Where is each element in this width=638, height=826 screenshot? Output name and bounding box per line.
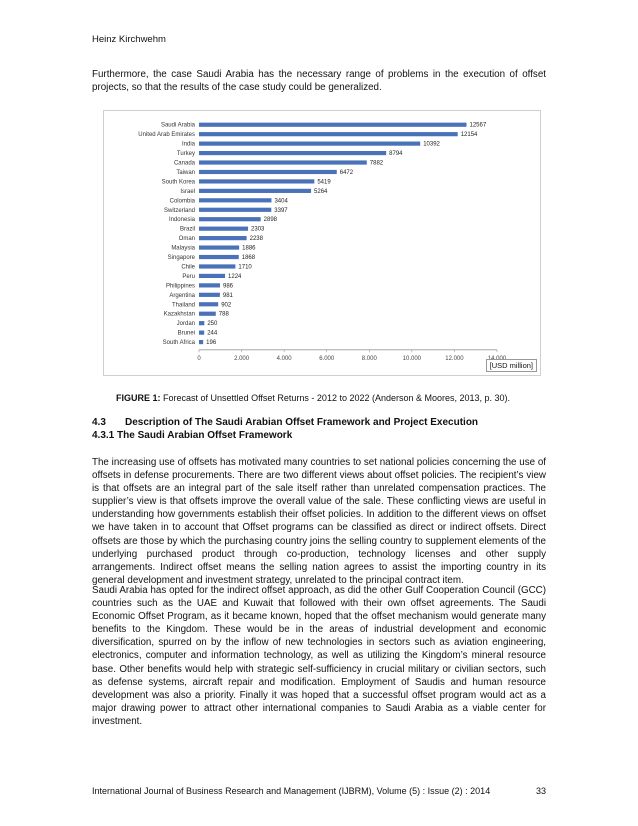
- bar: [199, 170, 337, 174]
- bar-value-label: 196: [206, 340, 217, 347]
- category-label: Brazil: [179, 226, 195, 233]
- offset-returns-chart: [103, 110, 541, 376]
- bar-value-label: 5264: [314, 188, 328, 195]
- bar: [199, 217, 261, 221]
- category-label: Colombia: [169, 198, 195, 205]
- x-tick-label: 2.000: [234, 355, 250, 362]
- category-label: Saudi Arabia: [160, 122, 195, 129]
- page-number: 33: [535, 786, 546, 796]
- page-footer: [92, 786, 546, 796]
- category-label: Turkey: [176, 151, 195, 158]
- subsection-title: The Saudi Arabian Offset Framework: [117, 430, 293, 441]
- category-label: Taiwan: [176, 169, 195, 176]
- bar: [199, 331, 204, 335]
- bar-value-label: 7882: [369, 160, 384, 167]
- bar-value-label: 902: [221, 302, 232, 309]
- bar-value-label: 1886: [242, 245, 256, 252]
- x-tick-label: 12.000: [445, 355, 464, 362]
- bar: [199, 321, 204, 325]
- category-label: Peru: [182, 273, 195, 280]
- bar-value-label: 788: [218, 311, 229, 318]
- bar: [199, 293, 220, 297]
- x-tick-label: 0: [197, 355, 201, 362]
- bar: [199, 142, 420, 146]
- category-label: United Arab Emirates: [138, 132, 195, 139]
- figure-caption-text: Forecast of Unsettled Offset Returns - 2012 to 2022 (Anderson & Moores, 2013, p. 30).: [163, 393, 511, 403]
- bar-value-label: 2238: [249, 236, 263, 243]
- category-label: Thailand: [171, 302, 195, 309]
- category-label: Israel: [180, 188, 195, 195]
- section-title: Description of The Saudi Arabian Offset Framework and Project Execution: [125, 417, 479, 428]
- bar: [199, 274, 225, 278]
- bar: [199, 189, 311, 193]
- chart-canvas: [104, 111, 540, 375]
- bar: [199, 236, 247, 240]
- bar-value-label: 244: [207, 330, 218, 337]
- subsection-heading: [92, 430, 292, 441]
- bar-value-label: 1224: [228, 273, 242, 280]
- section-number: 4.3: [92, 417, 106, 428]
- figure-caption: [116, 393, 510, 403]
- bar-value-label: 12154: [460, 132, 478, 139]
- bar: [199, 312, 216, 316]
- bar-value-label: 3404: [274, 198, 288, 205]
- bar: [199, 340, 203, 344]
- bar: [199, 302, 218, 306]
- bar-value-label: 10392: [423, 141, 440, 148]
- chart-unit-label: [USD million]: [486, 359, 537, 372]
- bar: [199, 198, 271, 202]
- bar: [199, 245, 239, 249]
- category-label: Switzerland: [163, 207, 195, 214]
- bar: [199, 132, 458, 136]
- footer-journal: International Journal of Business Research and Management (IJBRM), Volume (5) : Issue (2) : 2014: [92, 786, 491, 796]
- body-paragraph-1: The increasing use of offsets has motivated many countries to set national policies concerning the use of offsets in defense procurements. There are two different views about offset policies. The recipient’s view is that offsets are an integral part of the sale itself rather than unrelated compensation practices. The supplier’s view is that offsets improve the overall value of the sale. These conflicting views are useful in understanding how governments establish their offset policies. In addition to the different views on offset we have taken in to account that Offset programs can be classified as direct or indirect offsets. Direct offsets are those by which the purchasing country joins the selling country to supplement elements of the underlying purchased product through co-production, technology licenses and other supply arrangements. Indirect offset means the selling nation agrees to assist the importing country in its general development and investment strategy, unrelated to the principal contract item.: [92, 457, 546, 586]
- category-label: Argentina: [169, 292, 195, 299]
- bar-value-label: 8794: [389, 151, 403, 158]
- figure-label: FIGURE 1:: [116, 393, 161, 403]
- bar: [199, 255, 239, 259]
- bar-value-label: 1710: [238, 264, 252, 271]
- bar-value-label: 986: [222, 283, 234, 290]
- bar: [199, 123, 466, 127]
- category-label: Malaysia: [171, 245, 195, 252]
- category-label: South Africa: [162, 340, 195, 347]
- section-heading: [92, 417, 478, 428]
- bar-value-label: 2303: [251, 226, 265, 233]
- category-label: Kazakhstan: [163, 311, 195, 318]
- bar: [199, 160, 367, 164]
- intro-paragraph: Furthermore, the case Saudi Arabia has the necessary range of problems in the execution of offset projects, so that the results of the case study could be generalized.: [92, 69, 546, 94]
- x-tick-label: 6.000: [319, 355, 335, 362]
- bar-value-label: 1868: [241, 255, 256, 262]
- bar-value-label: 2898: [263, 217, 278, 224]
- category-label: South Korea: [161, 179, 195, 186]
- bar: [199, 283, 220, 287]
- running-header-author: Heinz Kirchwehm: [92, 34, 166, 45]
- x-tick-label: 4.000: [276, 355, 292, 362]
- bar: [199, 264, 235, 268]
- category-label: Oman: [178, 236, 195, 243]
- bar-value-label: 3397: [274, 207, 288, 214]
- category-label: Philippines: [165, 283, 195, 290]
- bar-value-label: 5419: [317, 179, 331, 186]
- bar-value-label: 12567: [469, 122, 487, 129]
- bar: [199, 227, 248, 231]
- category-label: Brunei: [177, 330, 195, 337]
- bar-value-label: 981: [222, 292, 233, 299]
- category-label: Indonesia: [168, 217, 195, 224]
- bar-value-label: 6472: [339, 169, 354, 176]
- category-label: Singapore: [167, 255, 195, 262]
- bar-value-label: 250: [207, 321, 218, 328]
- category-label: Canada: [173, 160, 195, 167]
- category-label: India: [181, 141, 195, 148]
- x-tick-label: 10.000: [402, 355, 422, 362]
- category-label: Jordan: [176, 321, 195, 328]
- subsection-number: 4.3.1: [92, 430, 115, 441]
- bar: [199, 208, 271, 212]
- body-paragraph-2: Saudi Arabia has opted for the indirect offset approach, as did the other Gulf Cooperation Council (GCC) countries such as the UAE and Kuwait that followed with their own offset agreements. The Saudi Economic Offset Program, as it became known, hoped that the offset mechanism would generate many benefits to the Kingdom. These would be in the areas of industrial development and economic diversification, spurred on by the inflow of new technologies in sectors such as aviation engineering, electronics, computer and information technology, as well as utilizing the Kingdom’s mineral resource base. Other benefits would help with strategic self-sufficiency in crucial military or civilian sectors, such as defense systems, aircraft repair and modification. Employment of Saudis and human resource development was also a priority. Finally it was hoped that a successful offset program would act as a major drawing power to attract other international companies to Saudi Arabia as a viable center for investment.: [92, 585, 546, 727]
- x-tick-label: 8.000: [361, 355, 377, 362]
- bar: [199, 179, 314, 183]
- category-label: Chile: [181, 264, 195, 271]
- bar: [199, 151, 386, 155]
